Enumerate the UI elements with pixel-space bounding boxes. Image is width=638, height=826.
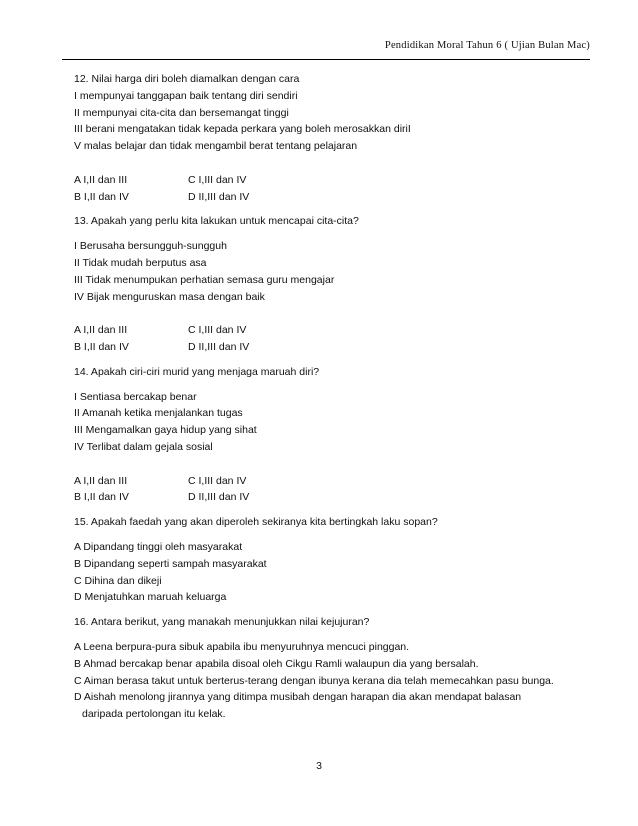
page-header: Pendidikan Moral Tahun 6 ( Ujian Bulan Mac) — [384, 40, 590, 51]
q15-option-c[interactable]: C Dihina dan dikeji — [74, 574, 162, 587]
q14-answer-row-1 — [74, 473, 594, 490]
q14-option-b[interactable]: B I,II dan IV — [74, 491, 129, 504]
q14-item-4: IV Terlibat dalam gejala sosial — [74, 440, 213, 453]
q13-item-1: I Berusaha bersungguh-sungguh — [74, 240, 227, 253]
q13-option-d[interactable]: D II,III dan IV — [188, 340, 250, 353]
q12-item-1: I mempunyai tanggapan baik tentang diri sendiri — [74, 89, 298, 102]
q14-item-2: II Amanah ketika menjalankan tugas — [74, 407, 243, 420]
q13-option-b[interactable]: B I,II dan IV — [74, 340, 129, 353]
q16-option-d-continued: daripada pertolongan itu kelak. — [82, 708, 226, 721]
q15-option-b[interactable]: B Dipandang seperti sampah masyarakat — [74, 557, 267, 570]
q13-answer-row-2 — [74, 339, 594, 356]
q13-option-a[interactable]: A I,II dan III — [74, 324, 128, 337]
q12-option-a[interactable]: A I,II dan III — [74, 173, 128, 186]
question-16: 16. Antara berikut, yang manakah menunjukkan nilai kejujuran? — [74, 616, 370, 629]
q14-option-a[interactable]: A I,II dan III — [74, 474, 128, 487]
q13-item-3: III Tidak menumpukan perhatian semasa guru mengajar — [74, 273, 335, 286]
question-12: 12. Nilai harga diri boleh diamalkan dengan cara — [74, 73, 300, 85]
question-14: 14. Apakah ciri-ciri murid yang menjaga maruah diri? — [74, 365, 320, 378]
q13-option-c[interactable]: C I,III dan IV — [188, 324, 247, 337]
q14-item-1: I Sentiasa bercakap benar — [74, 390, 197, 403]
q16-option-c[interactable]: C Aiman berasa takut untuk berterus-terang dengan ibunya kerana dia telah memecahkan pasu bunga. — [74, 674, 554, 687]
q12-option-c[interactable]: C I,III dan IV — [188, 173, 247, 186]
q16-option-b[interactable]: B Ahmad bercakap benar apabila disoal oleh Cikgu Ramli walaupun dia yang bersalah. — [74, 657, 479, 670]
q16-option-a[interactable]: A Leena berpura-pura sibuk apabila ibu menyuruhnya mencuci pinggan. — [74, 640, 410, 653]
q14-option-d[interactable]: D II,III dan IV — [188, 491, 250, 504]
q12-item-3: III berani mengatakan tidak kepada perkara yang boleh merosakkan diriI — [74, 123, 411, 136]
q13-item-2: II Tidak mudah berputus asa — [74, 256, 207, 269]
q12-item-4: V malas belajar dan tidak mengambil berat tentang pelajaran — [74, 140, 358, 153]
question-13: 13. Apakah yang perlu kita lakukan untuk mencapai cita-cita? — [74, 215, 359, 228]
q13-answer-row-1 — [74, 322, 594, 339]
question-15: 15. Apakah faedah yang akan diperoleh sekiranya kita bertingkah laku sopan? — [74, 516, 438, 529]
q14-item-3: III Mengamalkan gaya hidup yang sihat — [74, 424, 257, 437]
q12-item-2: II mempunyai cita-cita dan bersemangat tinggi — [74, 106, 289, 119]
q12-option-d[interactable]: D II,III dan IV — [188, 190, 250, 203]
q12-option-b[interactable]: B I,II dan IV — [74, 190, 129, 203]
q12-answer-row-1 — [74, 172, 594, 189]
q16-option-d[interactable]: D Aishah menolong jirannya yang ditimpa musibah dengan harapan dia akan mendapat balasan — [74, 691, 522, 704]
q14-answer-row-2 — [74, 489, 594, 506]
header-rule — [62, 59, 590, 60]
q14-option-c[interactable]: C I,III dan IV — [188, 474, 247, 487]
q15-option-d[interactable]: D Menjatuhkan maruah keluarga — [74, 591, 227, 604]
question-content — [74, 71, 594, 723]
q15-option-a[interactable]: A Dipandang tinggi oleh masyarakat — [74, 540, 243, 553]
q12-answer-row-2 — [74, 189, 594, 206]
page-number: 3 — [316, 760, 322, 772]
q13-item-4: IV Bijak menguruskan masa dengan baik — [74, 290, 265, 303]
